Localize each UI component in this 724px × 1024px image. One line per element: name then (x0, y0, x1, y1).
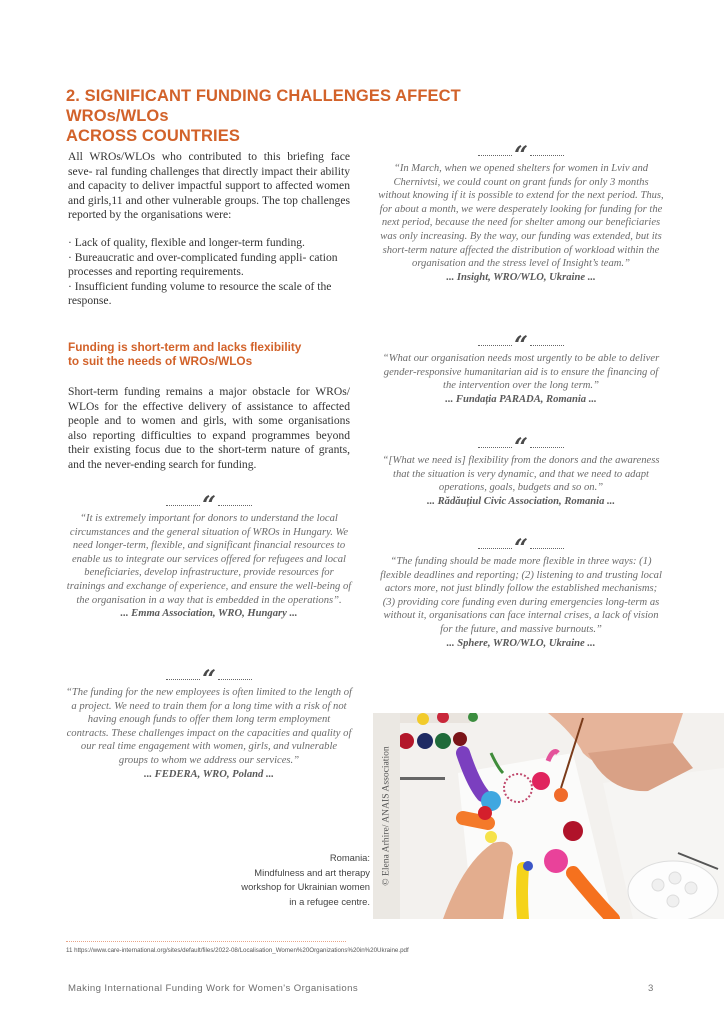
quote-mark-icon: “ (202, 490, 216, 519)
quote-ornament (66, 664, 352, 693)
quote-mark-icon: “ (514, 140, 528, 169)
dotted-rule (530, 447, 564, 448)
caption-line: workshop for Ukrainian women (241, 881, 370, 893)
challenges-list (68, 236, 350, 309)
quote-text: “The funding should be made more flexible in three ways: (1) flexible deadlines and reporting; (2) listening to and trusting local actors more, not just blindly follow the established mechanisms; (3) providing core funding even during emergencies long-term as without it, organisations can face internal crises, a lack of vision for the future, and massive burnouts.” (380, 556, 662, 635)
quote-attribution: ... Rădăuțiul Civic Association, Romania ... (427, 495, 615, 507)
footnote-divider (66, 941, 346, 942)
footer-title: Making International Funding Work for Women's Organisations (68, 983, 359, 994)
caption-line: Mindfulness and art therapy (254, 866, 370, 878)
quote-ornament (378, 533, 664, 562)
quote-ornament (378, 330, 664, 359)
subsection-heading-line-2: to suit the needs of WROs/WLOs (68, 354, 253, 368)
caption-line: in a refugee centre. (289, 895, 370, 907)
quote-block (378, 330, 664, 406)
photo-caption (230, 851, 370, 909)
dotted-rule (218, 505, 252, 506)
dotted-rule (530, 345, 564, 346)
intro-paragraph: All WROs/WLOs who contributed to this briefing face seve- ral funding challenges that directly impact their ability and capacity to deliver impactful support to affected women and girls,11 and other vulnerable groups. The top challenges reported by the organisations were: (68, 150, 350, 222)
section-title-line-1: 2. SIGNIFICANT FUNDING CHALLENGES AFFECT WROs/WLOs (66, 87, 461, 125)
quote-mark-icon: “ (202, 664, 216, 693)
art-therapy-photo (373, 713, 724, 919)
quote-ornament (378, 140, 664, 169)
subsection-heading (68, 340, 328, 368)
dotted-rule (218, 679, 252, 680)
quote-text: “In March, when we opened shelters for women in Lviv and Chernivtsi, we could count on grant funds for only 3 months without knowing if it is possible to extend for the next period. Thus, for about a month, we were desperately looking for funding for the next period, because the need for shelter among our beneficiaries was only increasing. By the way, our funding was extended, but its short-term nature affected the distribution of workload within the organisation and the stress level of Insight’s team.” (378, 163, 664, 270)
quote-block (66, 664, 352, 781)
quote-mark-icon: “ (514, 533, 528, 562)
footnote: 11 https://www.care-international.org/sites/default/files/2022-08/Localisation_Women%20Organizations%20in%20Ukraine.pdf (66, 947, 409, 954)
dotted-rule (478, 345, 512, 346)
quote-text: “What our organisation needs most urgently to be able to deliver gender-responsive humanitarian aid is to ensure the financing of the intervention over the long term.” (382, 353, 660, 392)
quote-ornament (378, 432, 664, 461)
caption-line: Romania: (329, 852, 370, 863)
photo-credit: © Elena Arhire/ ANAIS Association (380, 746, 392, 886)
quote-mark-icon: “ (514, 330, 528, 359)
quote-attribution: ... Sphere, WRO/WLO, Ukraine ... (446, 637, 596, 649)
dotted-rule (166, 679, 200, 680)
quote-mark-icon: “ (514, 432, 528, 461)
dotted-rule (530, 155, 564, 156)
photo-illustration (373, 713, 724, 919)
quote-attribution: ... FEDERA, WRO, Poland ... (144, 768, 274, 780)
quote-text: “It is extremely important for donors to understand the local circumstances and the general situation of WROs in Hungary. We need longer-term, flexible, and significant financial resources to enable us to integrate our services offered for refugees and local beneficiaries, develop infrastructure, provide resources for trainings and exchange of experience, and ensure the well-being of the organisation in a way that is embedded in the operations”. (66, 513, 352, 606)
quote-attribution: ... Emma Association, WRO, Hungary ... (120, 608, 298, 620)
page-number: 3 (648, 983, 654, 994)
challenge-item: · Bureaucratic and over-complicated funding appli- cation processes and reporting requirements. (68, 250, 338, 279)
quote-text: “[What we need is] flexibility from the donors and the awareness that the situation is very dynamic, and that we need to adapt operations, goals, budgets and so on.” (382, 455, 660, 494)
quote-attribution: ... Insight, WRO/WLO, Ukraine ... (446, 271, 596, 283)
dotted-rule (166, 505, 200, 506)
section-title (66, 86, 546, 146)
challenge-item: · Lack of quality, flexible and longer-term funding. (68, 236, 305, 249)
dotted-rule (478, 155, 512, 156)
quote-attribution: ... Fundația PARADA, Romania ... (445, 393, 597, 405)
quote-block (378, 432, 664, 508)
subsection-body: Short-term funding remains a major obstacle for WROs/ WLOs for the effective delivery of assistance to affected people and to women and girls, with some organisations also reporting difficulties to expand programmes beyond their existing focus due to the short-term nature of grants, and the never-ending search for funding. (68, 385, 350, 471)
section-title-line-2: ACROSS COUNTRIES (66, 127, 240, 145)
subsection-heading-line-1: Funding is short-term and lacks flexibility (68, 340, 302, 354)
quote-block (378, 140, 664, 284)
dotted-rule (478, 447, 512, 448)
quote-block (378, 533, 664, 650)
challenge-item: · Insufficient funding volume to resource the scale of the response. (68, 279, 332, 308)
quote-ornament (66, 490, 352, 519)
dotted-rule (478, 548, 512, 549)
dotted-rule (530, 548, 564, 549)
quote-text: “The funding for the new employees is often limited to the length of a project. We need to train them for a long time with a risk of not having enough funds to offer them long term employment contracts. These challenges impact on the capacities and quality of our real time engagement with women, girls, and vulnerable groups to whom we address our services.” (66, 687, 352, 766)
quote-block (66, 490, 352, 621)
